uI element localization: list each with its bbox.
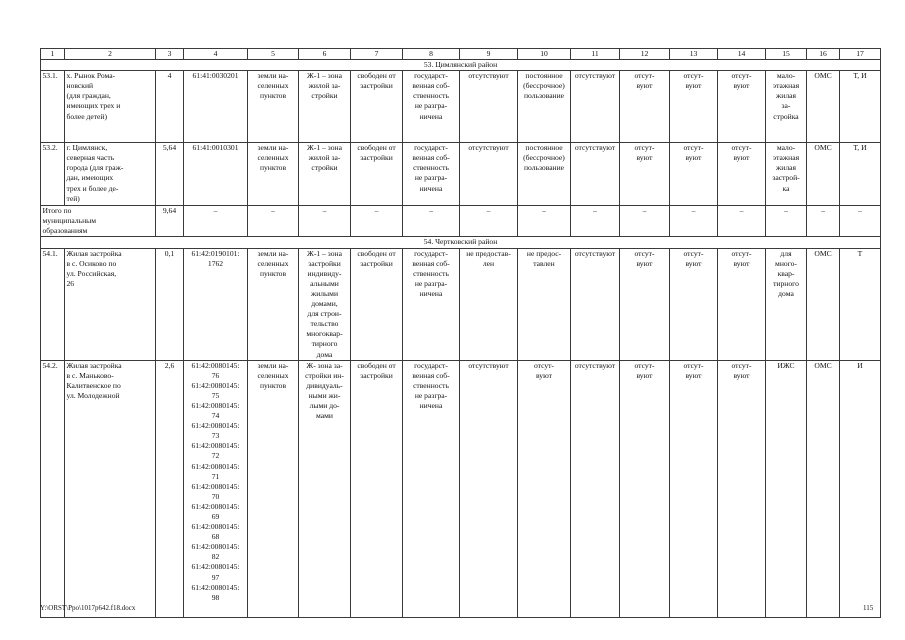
cell-c15: мало- этажная жилая за- стройка bbox=[766, 71, 807, 143]
total-dash-cell: – bbox=[299, 206, 351, 237]
table-row bbox=[41, 360, 881, 617]
cell-zone: Ж-1 – зона жилой за- стройки bbox=[299, 71, 351, 143]
total-area: 9,64 bbox=[156, 206, 184, 237]
cell-c16: ОМС bbox=[807, 143, 840, 206]
column-number: 15 bbox=[766, 49, 807, 60]
cell-area: 5,64 bbox=[156, 143, 184, 206]
cell-no: 53.1. bbox=[41, 71, 65, 143]
cell-c11: отсутствуют bbox=[571, 248, 620, 360]
column-number: 6 bbox=[299, 49, 351, 60]
column-number: 9 bbox=[460, 49, 518, 60]
cell-no: 54.1. bbox=[41, 248, 65, 360]
land-plots-table bbox=[40, 48, 881, 618]
cell-c11: отсутствуют bbox=[571, 360, 620, 617]
cell-c10: постоянное (бессрочное) пользование bbox=[518, 143, 571, 206]
cell-c9: отсутствуют bbox=[460, 143, 518, 206]
column-number: 4 bbox=[184, 49, 248, 60]
cell-category: земли на- селенных пунктов bbox=[248, 360, 299, 617]
cell-area: 4 bbox=[156, 71, 184, 143]
cell-c10: отсут- вуют bbox=[518, 360, 571, 617]
cell-area: 0,1 bbox=[156, 248, 184, 360]
column-number-row bbox=[41, 49, 881, 60]
total-dash-cell: – bbox=[403, 206, 460, 237]
table-body bbox=[41, 49, 881, 618]
cell-c16: ОМС bbox=[807, 71, 840, 143]
cell-c11: отсутствуют bbox=[571, 143, 620, 206]
cell-zone: Ж-1 – зона жилой за- стройки bbox=[299, 143, 351, 206]
column-number: 14 bbox=[718, 49, 766, 60]
table-row bbox=[41, 248, 881, 360]
cell-c12: отсут- вуют bbox=[620, 143, 670, 206]
cell-c10: не предос- тавлен bbox=[518, 248, 571, 360]
cell-c17: Т, И bbox=[840, 143, 881, 206]
cell-zone: Ж-1 – зона застройки индивиду- альными жилыми домами, для строи- тельство многоквар- тирного дома bbox=[299, 248, 351, 360]
cell-c12: отсут- вуют bbox=[620, 248, 670, 360]
cell-ownership: государст- венная соб- ственность не разгра- ничена bbox=[403, 248, 460, 360]
total-row bbox=[41, 206, 881, 237]
cell-name: х. Рынок Рома- новский (для граждан, имеющих трех и более детей) bbox=[65, 71, 156, 143]
section-title: 54. Чертковский район bbox=[41, 237, 881, 248]
cell-c17: Т bbox=[840, 248, 881, 360]
land-plots-table-page bbox=[40, 48, 880, 618]
cell-zone: Ж- зона за- стройки ин- дивидуаль- ными жи- лыми до- мами bbox=[299, 360, 351, 617]
total-dash-cell: – bbox=[670, 206, 718, 237]
cell-cadastral: 61:41:0030201 bbox=[184, 71, 248, 143]
total-dash-cell: – bbox=[248, 206, 299, 237]
section-header-row bbox=[41, 237, 881, 248]
cell-c9: не предостав- лен bbox=[460, 248, 518, 360]
cell-c12: отсут- вуют bbox=[620, 71, 670, 143]
cell-c9: отсутствуют bbox=[460, 71, 518, 143]
total-dash-cell: – bbox=[766, 206, 807, 237]
column-number: 1 bbox=[41, 49, 65, 60]
cell-ownership: государст- венная соб- ственность не разгра- ничена bbox=[403, 143, 460, 206]
cell-name: Жилая застройка в с. Маньково- Калитвенское по ул. Молодежной bbox=[65, 360, 156, 617]
cell-c16: ОМС bbox=[807, 360, 840, 617]
cell-c10: постоянное (бессрочное) пользование bbox=[518, 71, 571, 143]
column-number: 2 bbox=[65, 49, 156, 60]
cell-category: земли на- селенных пунктов bbox=[248, 248, 299, 360]
cell-no: 54.2. bbox=[41, 360, 65, 617]
cell-name: г. Цимлянск, северная часть города (для граж- дан, имеющих трех и более де- тей) bbox=[65, 143, 156, 206]
total-dash-cell: – bbox=[460, 206, 518, 237]
section-title: 53. Цимлянский район bbox=[41, 60, 881, 71]
column-number: 17 bbox=[840, 49, 881, 60]
cell-area: 2,6 bbox=[156, 360, 184, 617]
total-dash-cell: – bbox=[571, 206, 620, 237]
column-number: 12 bbox=[620, 49, 670, 60]
total-dash-cell: – bbox=[184, 206, 248, 237]
cell-c14: отсут- вуют bbox=[718, 143, 766, 206]
cell-c14: отсут- вуют bbox=[718, 360, 766, 617]
total-dash-cell: – bbox=[718, 206, 766, 237]
footer-page-number: 115 bbox=[863, 604, 874, 612]
cell-c17: И bbox=[840, 360, 881, 617]
cell-c17: Т, И bbox=[840, 71, 881, 143]
section-header-row bbox=[41, 60, 881, 71]
cell-ownership: государст- венная соб- ственность не разгра- ничена bbox=[403, 360, 460, 617]
total-dash-cell: – bbox=[351, 206, 403, 237]
cell-name: Жилая застройка в с. Осиково по ул. Российская, 26 bbox=[65, 248, 156, 360]
cell-c13: отсут- вуют bbox=[670, 248, 718, 360]
table-row bbox=[41, 143, 881, 206]
column-number: 8 bbox=[403, 49, 460, 60]
cell-c13: отсут- вуют bbox=[670, 360, 718, 617]
column-number: 13 bbox=[670, 49, 718, 60]
cell-c15: мало- этажная жилая застрой- ка bbox=[766, 143, 807, 206]
cell-status: свободен от застройки bbox=[351, 360, 403, 617]
footer-file-path: Y:\ORST\Ppo\1017p642.f18.docx bbox=[40, 604, 136, 612]
cell-c14: отсут- вуют bbox=[718, 71, 766, 143]
cell-cadastral: 61:42:0190101: 1762 bbox=[184, 248, 248, 360]
total-dash-cell: – bbox=[620, 206, 670, 237]
cell-no: 53.2. bbox=[41, 143, 65, 206]
cell-status: свободен от застройки bbox=[351, 143, 403, 206]
cell-c12: отсут- вуют bbox=[620, 360, 670, 617]
cell-cadastral: 61:42:0080145: 76 61:42:0080145: 75 61:42:0080145: 74 61:42:0080145: 73 61:42:0080145: 72 61:42:0080145: 71 61:42:0080145: 70 61:42:0080145: 69 61:42:0080145: 68 61:42:0080145: 82 61:42:0080145: 97 61:42:0080145: 98 bbox=[184, 360, 248, 617]
total-dash-cell: – bbox=[807, 206, 840, 237]
table-row bbox=[41, 71, 881, 143]
total-label: Итого по муниципальным образованиям bbox=[41, 206, 156, 237]
cell-c9: отсутствуют bbox=[460, 360, 518, 617]
column-number: 11 bbox=[571, 49, 620, 60]
total-dash-cell: – bbox=[840, 206, 881, 237]
cell-cadastral: 61:41:0010301 bbox=[184, 143, 248, 206]
cell-c15: для много- квар- тирного дома bbox=[766, 248, 807, 360]
column-number: 5 bbox=[248, 49, 299, 60]
cell-category: земли на- селенных пунктов bbox=[248, 71, 299, 143]
cell-status: свободен от застройки bbox=[351, 71, 403, 143]
cell-c13: отсут- вуют bbox=[670, 143, 718, 206]
column-number: 10 bbox=[518, 49, 571, 60]
cell-c11: отсутствуют bbox=[571, 71, 620, 143]
cell-c15: ИЖС bbox=[766, 360, 807, 617]
cell-c16: ОМС bbox=[807, 248, 840, 360]
cell-category: земли на- селенных пунктов bbox=[248, 143, 299, 206]
cell-c14: отсут- вуют bbox=[718, 248, 766, 360]
column-number: 16 bbox=[807, 49, 840, 60]
total-dash-cell: – bbox=[518, 206, 571, 237]
column-number: 3 bbox=[156, 49, 184, 60]
cell-c13: отсут- вуют bbox=[670, 71, 718, 143]
cell-status: свободен от застройки bbox=[351, 248, 403, 360]
column-number: 7 bbox=[351, 49, 403, 60]
cell-ownership: государст- венная соб- ственность не разгра- ничена bbox=[403, 71, 460, 143]
